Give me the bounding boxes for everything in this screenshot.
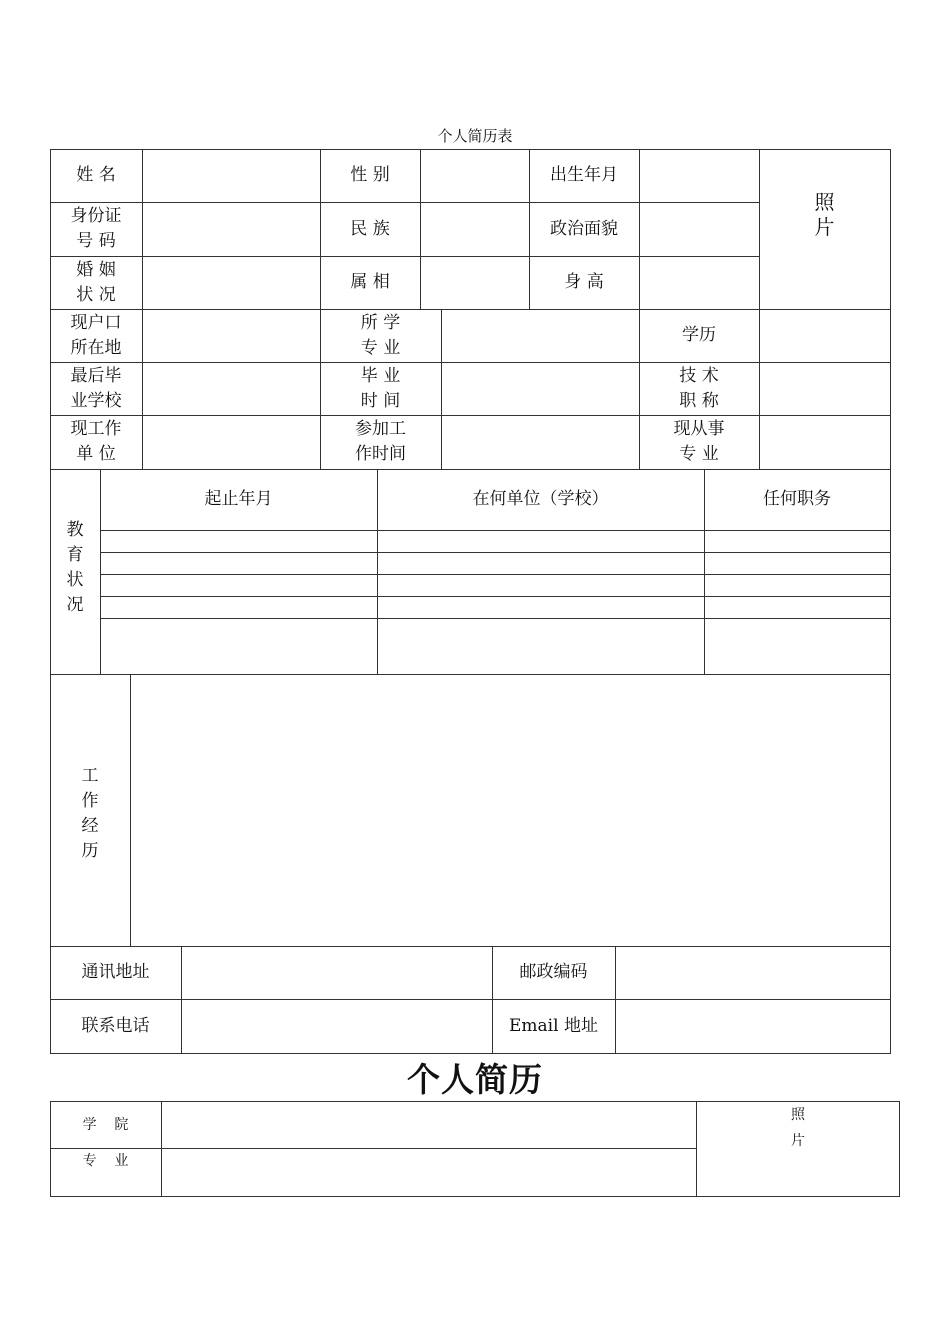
graduation-time-field[interactable] <box>442 363 639 415</box>
employer-label: 现工作 单 位 <box>70 419 122 464</box>
major2-field[interactable] <box>162 1149 696 1196</box>
education-label: 教 育 状 况 <box>66 519 84 615</box>
resume-title: 个人简历 <box>407 1059 543 1099</box>
work-experience-label: 工 作 经 历 <box>81 766 99 861</box>
marital-status-label: 婚 姻 状 况 <box>76 259 116 305</box>
email-field[interactable] <box>616 1000 890 1053</box>
phone-label: 联系电话 <box>81 1016 150 1036</box>
last-school-label: 最后毕 业学校 <box>70 365 122 411</box>
birth-field[interactable] <box>640 150 759 202</box>
form-title: 个人简历表 <box>437 126 513 145</box>
graduation-time-label: 毕 业 时 间 <box>360 365 401 411</box>
zodiac-label: 属 相 <box>350 272 390 292</box>
height-label: 身 高 <box>564 272 604 292</box>
education-row[interactable] <box>101 553 890 574</box>
tech-title-field[interactable] <box>760 363 890 415</box>
email-label: Email 地址 <box>509 1016 598 1036</box>
education-row[interactable] <box>101 575 890 596</box>
degree-field[interactable] <box>760 310 890 362</box>
photo-placeholder: 照 片 <box>814 190 835 239</box>
college-field[interactable] <box>162 1102 696 1148</box>
hukou-field[interactable] <box>143 310 320 362</box>
photo2-placeholder: 照 片 <box>791 1107 805 1149</box>
work-experience-field[interactable] <box>131 675 890 946</box>
political-status-label: 政治面貌 <box>550 218 618 239</box>
id-number-label: 身份证 号 码 <box>70 206 122 251</box>
work-start-label: 参加工 作时间 <box>355 419 406 464</box>
name-field[interactable] <box>143 150 320 202</box>
edu-header-position: 任何职务 <box>763 489 831 509</box>
degree-label: 学历 <box>682 325 716 345</box>
gender-label: 性 别 <box>350 165 390 185</box>
college-label: 学 院 <box>82 1116 129 1133</box>
work-start-field[interactable] <box>442 416 639 469</box>
major2-label: 专 业 <box>82 1153 129 1169</box>
postcode-label: 邮政编码 <box>519 962 588 982</box>
ethnicity-label: 民 族 <box>350 218 390 239</box>
ethnicity-field[interactable] <box>421 203 529 256</box>
education-row[interactable] <box>101 531 890 552</box>
height-field[interactable] <box>640 257 759 309</box>
education-row[interactable] <box>101 619 890 673</box>
id-number-field[interactable] <box>143 203 320 256</box>
current-profession-label: 现从事 专 业 <box>673 419 725 464</box>
gender-field[interactable] <box>421 150 529 202</box>
address-label: 通讯地址 <box>81 962 150 982</box>
zodiac-field[interactable] <box>421 257 529 309</box>
political-status-field[interactable] <box>640 203 759 256</box>
major-field[interactable] <box>442 310 639 362</box>
postcode-field[interactable] <box>616 947 890 999</box>
edu-header-period: 起止年月 <box>204 489 273 509</box>
employer-field[interactable] <box>143 416 320 469</box>
phone-field[interactable] <box>182 1000 492 1053</box>
major-label: 所 学 专 业 <box>360 312 401 358</box>
birth-label: 出生年月 <box>550 165 618 185</box>
tech-title-label: 技 术 职 称 <box>679 365 719 411</box>
last-school-field[interactable] <box>143 363 320 415</box>
marital-status-field[interactable] <box>143 257 320 309</box>
current-profession-field[interactable] <box>760 416 890 469</box>
address-field[interactable] <box>182 947 492 999</box>
edu-header-institution: 在何单位（学校） <box>472 489 609 509</box>
hukou-label: 现户口 所在地 <box>70 312 122 358</box>
name-label: 姓 名 <box>76 165 116 185</box>
education-row[interactable] <box>101 597 890 618</box>
